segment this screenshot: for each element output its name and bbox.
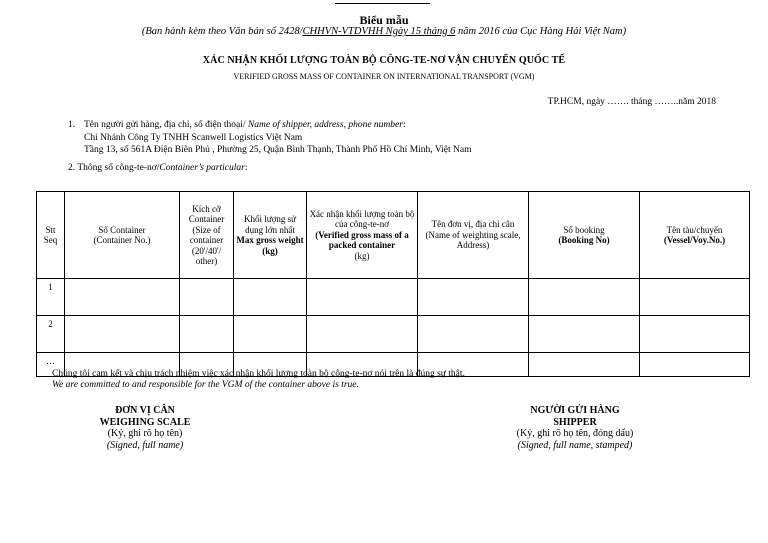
- cell-vessel[interactable]: [640, 279, 750, 316]
- signature-right-note-vn: (Ký, ghi rõ họ tên, đóng dấu): [516, 428, 634, 439]
- cell-seq: 1: [37, 279, 65, 316]
- cell-container-no[interactable]: [65, 279, 180, 316]
- header-vgm: Xác nhận khối lượng toàn bộ của công-te-nơ (Verified gross mass of a packed container (kg): [307, 192, 418, 279]
- signature-left-note-en: (Signed, full name): [106, 439, 184, 451]
- shipper-label-en: Name of shipper, address, phone number: [247, 120, 403, 130]
- signature-right-title-en: SHIPPER: [553, 416, 597, 428]
- issuance-note: [0, 26, 768, 37]
- signature-left-title-en: WEIGHING SCALE: [99, 416, 191, 428]
- signature-left-title-vn: ĐƠN VỊ CÂN: [115, 405, 175, 416]
- container-label-vn: 2. Thông số công-te-nơ/: [68, 163, 160, 173]
- commitment-vn: Chúng tôi cam kết và chịu trách nhiệm việc xác nhận khối lượng toàn bộ công-te-nơ nói trên là đúng sự thật.: [52, 369, 465, 379]
- container-label-colon: :: [244, 163, 248, 173]
- cell-vgm[interactable]: [307, 316, 418, 353]
- commitment-en: We are committed to and responsible for the VGM of the container above is true.: [52, 380, 359, 390]
- cell-max-gross[interactable]: [234, 279, 307, 316]
- commitment-statement: [52, 369, 465, 391]
- shipper-label-colon: :: [402, 120, 406, 130]
- document-title-vn: XÁC NHẬN KHỐI LƯỢNG TOÀN BỘ CÔNG-TE-NƠ VẬN CHUYỂN QUỐC TẾ: [202, 55, 566, 66]
- cell-booking[interactable]: [529, 353, 640, 377]
- signature-right-title-vn: NGƯỜI GỬI HÀNG: [530, 405, 620, 416]
- header-booking: Số booking (Booking No): [529, 192, 640, 279]
- header-size: Kích cỡ Container (Size of container (20'/40'/ other): [180, 192, 234, 279]
- header-vessel: Tên tàu/chuyến (Vessel/Voy.No.): [640, 192, 750, 279]
- cell-booking[interactable]: [529, 279, 640, 316]
- form-title: Biểu mẫu: [359, 13, 409, 27]
- cell-vessel[interactable]: [640, 316, 750, 353]
- cell-container-no[interactable]: [65, 316, 180, 353]
- header-container-no: Số Container (Container No.): [65, 192, 180, 279]
- shipper-label-line: [68, 119, 472, 132]
- issuance-suffix: năm 2016 của Cục Hàng Hải Việt Nam): [455, 26, 627, 37]
- shipper-section: [68, 119, 472, 157]
- cell-seq: 2: [37, 316, 65, 353]
- cell-size[interactable]: [180, 316, 234, 353]
- cell-vessel[interactable]: [640, 353, 750, 377]
- header-scale: Tên đơn vị, địa chỉ cân (Name of weighting scale, Address): [418, 192, 529, 279]
- top-rule: [335, 3, 430, 4]
- table-header-row: [37, 192, 750, 279]
- cell-size[interactable]: [180, 279, 234, 316]
- signature-shipper: [490, 405, 660, 451]
- container-table: [36, 191, 750, 377]
- shipper-label-vn: Tên người gửi hàng, địa chỉ, số điện thoại/: [84, 120, 248, 130]
- cell-scale[interactable]: [418, 279, 529, 316]
- issuance-prefix: (Ban hành kèm theo Văn bản số 2428/: [141, 26, 303, 37]
- cell-scale[interactable]: [418, 316, 529, 353]
- cell-booking[interactable]: [529, 316, 640, 353]
- header-max-gross: Khối lượng sử dụng lớn nhất Max gross weight (kg): [234, 192, 307, 279]
- container-label-en: Container’s particular: [159, 163, 245, 173]
- document-title-en: VERIFIED GROSS MASS OF CONTAINER ON INTERNATIONAL TRANSPORT (VGM): [233, 72, 535, 81]
- shipper-address: Tầng 13, số 561A Điện Biên Phủ , Phường 25, Quận Bình Thạnh, Thành Phố Hồ Chí Minh, Việt Nam: [84, 145, 472, 155]
- container-section-label: [68, 163, 247, 173]
- signature-right-note-en: (Signed, full name, stamped): [517, 439, 633, 451]
- table-row: [37, 316, 750, 353]
- issuance-reference: CHHVN-VTDVHH Ngày 15 tháng 6: [302, 26, 456, 37]
- section-number: 1.: [68, 120, 76, 130]
- date-line: TP.HCM, ngày ……. tháng ……..năm 2018: [547, 97, 716, 107]
- signature-left-note-vn: (Ký, ghi rõ họ tên): [107, 428, 183, 439]
- shipper-name: Chi Nhánh Công Ty TNHH Scanwell Logistics Việt Nam: [84, 132, 303, 143]
- signature-weighing-scale: [70, 405, 220, 451]
- table-row: [37, 279, 750, 316]
- cell-vgm[interactable]: [307, 279, 418, 316]
- header-seq: Stt Seq: [37, 192, 65, 279]
- cell-max-gross[interactable]: [234, 316, 307, 353]
- cell-seq: …: [37, 353, 65, 377]
